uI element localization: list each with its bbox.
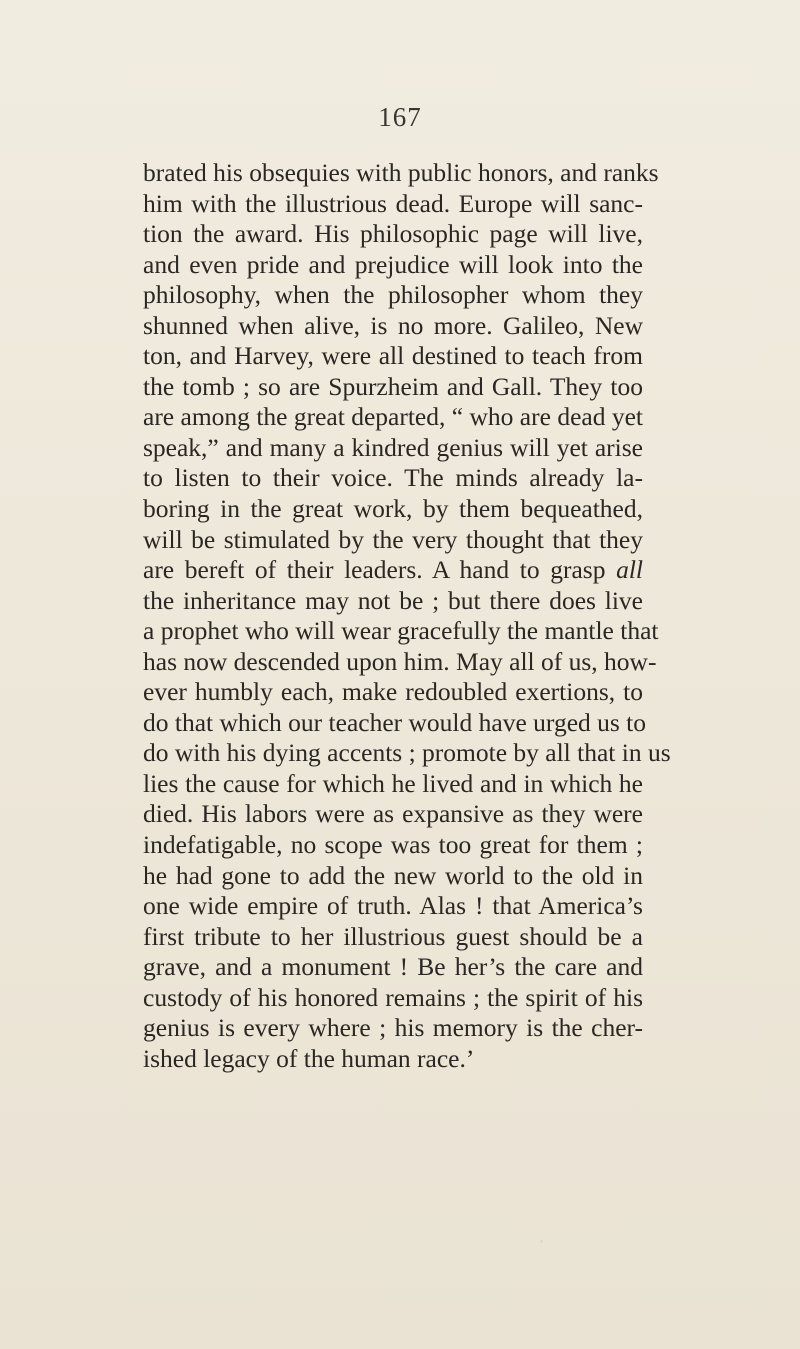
text-line: he had gone to add the new world to the old in: [143, 860, 643, 890]
text-line: grave, and a monument ! Be her’s the care and: [143, 952, 643, 982]
text-line: are bereft of their leaders. A hand to grasp all: [143, 555, 643, 585]
text-line: are among the great departed, “ who are dead yet: [143, 402, 643, 432]
text-line: one wide empire of truth. Alas ! that America’s: [143, 891, 643, 921]
text-line: custody of his honored remains ; the spirit of his: [143, 982, 643, 1012]
text-line: indefatigable, no scope was too great for them ;: [143, 830, 643, 860]
text-line: boring in the great work, by them bequeathed,: [143, 494, 643, 524]
text-line: philosophy, when the philosopher whom they: [143, 280, 643, 310]
text-line: him with the illustrious dead. Europe will sanc-: [143, 188, 643, 218]
body-text: [143, 158, 671, 1074]
text-line: the tomb ; so are Spurzheim and Gall. They too: [143, 371, 643, 401]
text-line: do with his dying accents ; promote by all that in us: [143, 738, 671, 768]
text-line: and even pride and prejudice will look into the: [143, 249, 643, 279]
paper-speck: [540, 1240, 543, 1243]
text-line: will be stimulated by the very thought that they: [143, 524, 643, 554]
text-line: first tribute to her illustrious guest should be a: [143, 921, 643, 951]
page-number: 167: [378, 102, 422, 132]
text-line: brated his obsequies with public honors, and ranks: [143, 158, 659, 187]
text-line: ton, and Harvey, were all destined to teach from: [143, 341, 643, 371]
text-line: to listen to their voice. The minds already la-: [143, 463, 643, 493]
text-line: a prophet who will wear gracefully the mantle that: [143, 616, 659, 646]
text-line: do that which our teacher would have urged us to: [143, 707, 647, 737]
text-line: ished legacy of the human race.’: [143, 1043, 475, 1073]
text-line: died. His labors were as expansive as they were: [143, 799, 643, 829]
text-line: speak,” and many a kindred genius will yet arise: [143, 432, 643, 462]
text-line: has now descended upon him. May all of us, how-: [143, 646, 657, 676]
text-line: ever humbly each, make redoubled exertions, to: [143, 677, 643, 707]
text-line: the inheritance may not be ; but there does live: [143, 585, 643, 615]
text-line: lies the cause for which he lived and in which he: [143, 768, 643, 798]
text-line: tion the award. His philosophic page will live,: [143, 219, 643, 249]
text-line: shunned when alive, is no more. Galileo, New: [143, 310, 643, 340]
emphasis-word: all: [616, 555, 643, 585]
text-line: genius is every where ; his memory is the cher-: [143, 1013, 643, 1043]
